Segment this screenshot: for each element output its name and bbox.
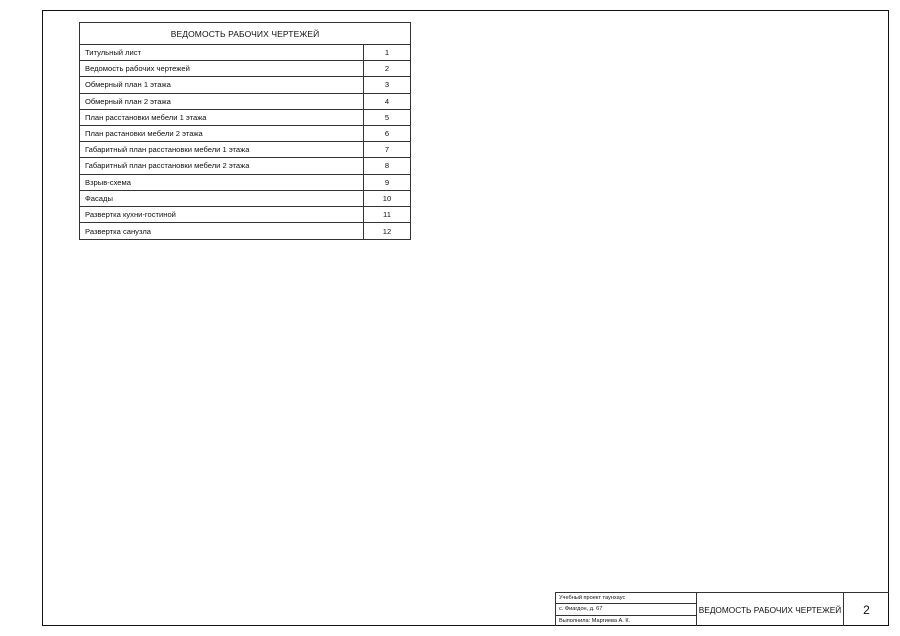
drawing-name-cell: Обмерный план 2 этажа	[80, 94, 364, 109]
sheet-number-cell: 3	[384, 80, 390, 90]
table-row	[80, 94, 410, 110]
drawing-name-cell: Фасады	[80, 191, 364, 206]
drawing-name-cell: План расстановки мебели 1 этажа	[80, 110, 364, 125]
drawing-name-cell: Обмерный план 1 этажа	[80, 77, 364, 92]
sheet-number-cell: 6	[384, 129, 390, 139]
sheet-title: ВЕДОМОСТЬ РАБОЧИХ ЧЕРТЕЖЕЙ	[697, 593, 844, 626]
table-row	[80, 126, 410, 142]
table-row	[80, 191, 410, 207]
author-name: Выполнила: Маргиева А. К.	[559, 617, 631, 624]
table-row	[80, 158, 410, 174]
sheet-number-cell: 4	[384, 96, 390, 106]
sheet-number-cell: 5	[384, 112, 390, 122]
index-table-body	[80, 45, 410, 239]
table-row	[80, 110, 410, 126]
drawing-name-cell: Габаритный план расстановки мебели 2 этажа	[80, 158, 364, 173]
title-block	[555, 592, 889, 626]
index-table-title: ВЕДОМОСТЬ РАБОЧИХ ЧЕРТЕЖЕЙ	[80, 23, 410, 45]
sheet-number-cell: 2	[384, 64, 390, 74]
sheet-number-cell: 11	[383, 209, 391, 219]
sheet-number-cell: 10	[382, 193, 392, 203]
drawing-name-cell: План растановки мебели 2 этажа	[80, 126, 364, 141]
sheet-number-cell: 12	[382, 226, 392, 236]
table-row	[80, 77, 410, 93]
drawings-index-table	[79, 22, 411, 240]
sheet-number-cell: 7	[384, 145, 390, 155]
drawing-name-cell: Взрыв-схема	[80, 175, 364, 190]
table-row	[80, 207, 410, 223]
sheet-number-cell: 1	[384, 48, 390, 58]
project-name: Учебный проект таунхаус	[556, 593, 696, 604]
drawing-name-cell: Развертка санузла	[80, 223, 364, 239]
table-row	[80, 45, 410, 61]
drawing-name-cell: Габаритный план расстановки мебели 1 этажа	[80, 142, 364, 157]
title-block-info	[556, 593, 697, 626]
table-row	[80, 223, 410, 239]
table-row	[80, 61, 410, 77]
drawing-name-cell: Развертка кухни-гостиной	[80, 207, 364, 222]
table-row	[80, 142, 410, 158]
drawing-name-cell: Ведомость рабочих чертежей	[80, 61, 364, 76]
sheet-number: 2	[863, 602, 870, 617]
sheet-number-cell: 8	[384, 161, 390, 171]
table-row	[80, 175, 410, 191]
drawing-name-cell: Титульный лист	[80, 45, 364, 60]
project-address: с. Фиагдон, д. 67	[556, 604, 696, 615]
sheet-number-cell: 9	[384, 177, 390, 187]
